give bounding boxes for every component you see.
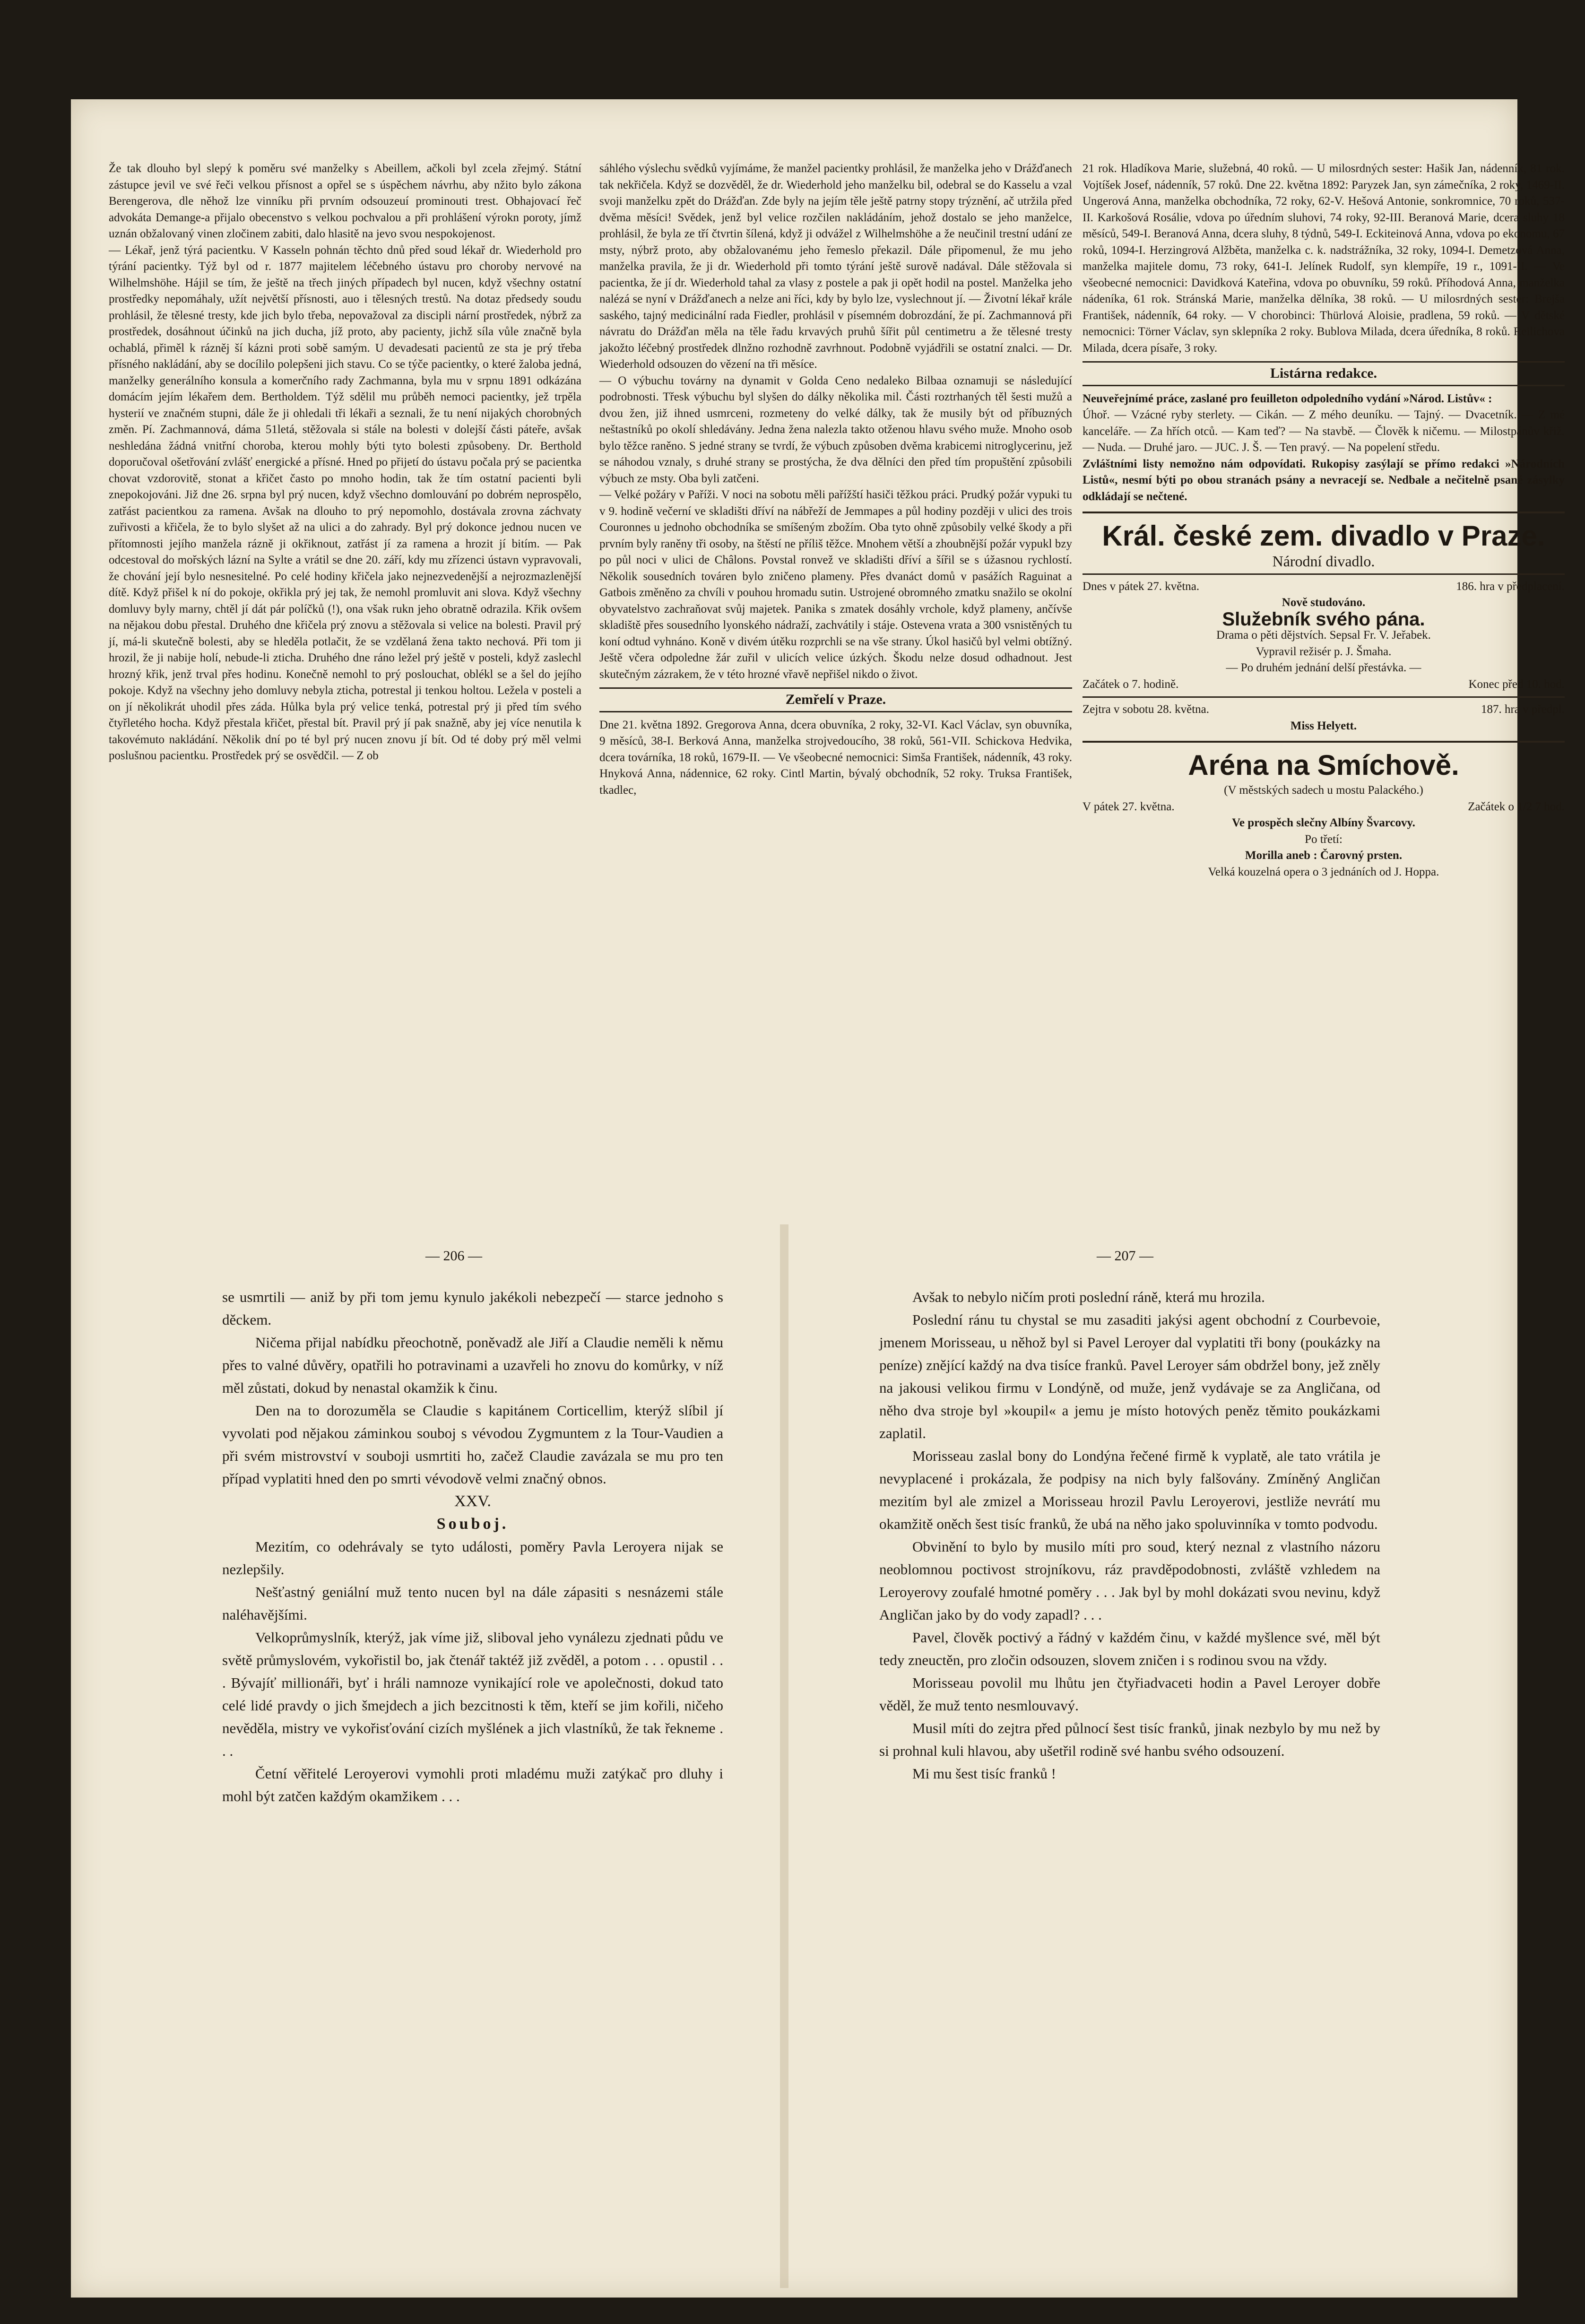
theatre-date: Dnes v pátek 27. května. (1083, 580, 1200, 593)
arena-date-row (1083, 799, 1565, 815)
arena-description: Velká kouzelná opera o 3 jednáních od J. Hoppa. (1208, 865, 1439, 878)
news-column-2 (599, 161, 1072, 798)
deaths-list-continued: 21 rok. Hladíkova Marie, služebná, 40 roků. — U milosrdných sester: Hašik Jan, nádenník, 81 rok. Vojtíšek Josef, nádenník, 57 roků. Dne 22. května 1892: Paryzek Jan, syn zámečníka, 2 roky, 1469-II. Ungerová Anna, manželka obchodníka, 72 roky, 62-V. Hešová Antonie, sonkromnice, 70 roků, 537-II. Karkošová Rosálie, vdova po úředním sluhovi, 74 roky, 92-III. Beranová Marie, dcera sluhy 18 měsíců, 549-I. Beranová Anna, dcera sluhy, 8 týdnů, 549-I. Eckiteinová Anna, vdova po ekonomu, 67 roků, 1094-I. Herzingrová Alžběta, manželka c. k. nadstrážníka, 32 roky, 1094-I. Demetzová Anna, manželka majitele domu, 73 roky, 641-I. Jelínek Rudolf, syn klempíře, 19 r., 1091-II. — Ve všeobecné nemocnici: Davidková Kateřina, vdova po obuvníku, 59 roků. Příhodová Anna, manželka nádeníka, 61 rok. Stránská Marie, manželka dělníka, 38 roků. — U milosrdných sester: Brejša František, nádenník, 64 roky. — V chorobinci: Thürlová Aloisie, pradlena, 59 roků. — V dětské nemocnici: Törner Václav, syn sklepníka 2 roky. Bublova Milada, dcera úředníka, 8 roků. Reilichova Milada, dcera písaře, 3 roky. (1083, 162, 1565, 355)
play-title: Služebník svého pána. (1222, 608, 1425, 630)
theatre-new: Nově studováno. (1282, 596, 1366, 609)
arena-first: Po třetí: (1305, 832, 1342, 846)
tomorrow-date: Zejtra v sobotu 28. května. (1083, 703, 1209, 716)
news-column-3 (1083, 161, 1565, 880)
tomorrow-row (1083, 702, 1565, 718)
theatre-heading: Král. české zem. divadlo v Praze. (1083, 512, 1565, 553)
listarna-note: Zvláštními listy nemožno nám odpovídati. Rukopisy zasýlají se přímo redakci »Národních Listů«, nesmí býti po obou stranách psány a nevracejí se. Nedbale a nečitelně psané zásylky odkládají se nečtené. (1083, 457, 1565, 503)
page-number-right: — 207 — (1097, 1248, 1153, 1264)
novel-paragraph: Obvinění to bylo by musilo míti pro soud, který neznal z vlastního názoru neoblomnou poctivost strojníkovu, ráz pravděpodobnosti, zvláště vzhledem na Leroyerovy zoufalé hmotné poměry . . . Jak byl by mohl dokázati svou nevinu, když Angličan jako by do vody zapadl? . . . (879, 1538, 1380, 1623)
novel-paragraph: Mezitím, co odehrávaly se tyto události, poměry Pavla Leroyera nijak se nezlepšily. (222, 1538, 723, 1578)
feuilleton-right (879, 1286, 1380, 1785)
novel-paragraph: Den na to dorozuměla se Claudie s kapitánem Corticellim, kterýž slíbil jí vyvolati pod nějakou záminkou souboj s vévodou Zygmuntem z la Tour-Vaudien a při svém mistrovství v souboji usmrtiti ho, začež Claudie zavázala se mu pro ten případ vyplatiti hned den po smrti vévodově velmi značný obnos. (222, 1402, 723, 1487)
novel-paragraph: Poslední ránu tu chystal se mu zasaditi jakýsi agent obchodní z Courbevoie, jmenem Morisseau, u něhož byl si Pavel Leroyer dal vyplatiti tři bony (poukázky na peníze) znějící každý na dva tisíce franků. Pavel Leroyer sám obdržel bony, jež zněly na jakousi velikou firmu v Londýně, od muže, jenž vydávaje se za Angličana, od něho dva stroje byl »koupil« a jemu je místo hotových peněz těmito poukázkami zaplatil. (879, 1311, 1380, 1441)
play-end: Konec před 10. hod. (1468, 677, 1565, 691)
novel-paragraph: Četní věřitelé Leroyerovi vymohli proti mladému muži zatýkač pro dluhy i mohl být zatčen každým okamžikem . . . (222, 1765, 723, 1804)
novel-paragraph: se usmrtili — aniž by při tom jemu kynulo jakékoli nebezpečí — starce jednoho s děckem. (222, 1289, 723, 1328)
novel-paragraph: Ničema přijal nabídku přeochotně, poněvadž ale Jiří a Claudie neměli k němu přes to valné důvěry, opatřili ho potravinami a uzavřeli ho znovu do komůrky, v níž měl zůstati, dokud by nenastal okamžik k činu. (222, 1334, 723, 1396)
novel-paragraph: Morisseau zaslal bony do Londýna řečené firmě k vyplatě, ale tato vrátila je nevyplacené i prokázala, že podpisy na nich byly falšovány. Zmíněný Angličan mezitím byl ale zmizel a Morisseau hrozil Pavlu Leroyerovi, jestliže nevrátí mu okamžitě oněch šest tisíc franků, že ubá na něho jako spoluvinníka v tomto podvodu. (879, 1448, 1380, 1532)
tomorrow-play: Miss Helyett. (1290, 719, 1357, 732)
deaths-list: Dne 21. května 1892. Gregorova Anna, dcera obuvníka, 2 roky, 32-VI. Kacl Václav, syn obuvníka, 9 měsíců, 38-I. Berková Anna, manželka strojvedoucího, 38 roků, 561-VII. Schickova Hedvika, dcera továrníka, 18 roků, 1679-II. — Ve všeobecné nemocnici: Simša František, nádenník, 43 roky. Hnyková Anna, nádennice, 62 roky. Cintl Martin, bývalý obchodník, 52 roky. Truksa František, tkadlec, (599, 718, 1072, 797)
feuilleton-left (222, 1286, 723, 1808)
news-paragraph: — O výbuchu továrny na dynamit v Golda Ceno nedaleko Bilbaa oznamuji se následující podrobnosti. Třesk výbuchu byl slyšen do dálky několika mil. Části roztrhaných těl šesti mužů a dvou žen, již ihned usmrceni, rozmeteny do velké dálky, tak že musily být od příbuzných neštastníků po okolí shledávány. Jedna žena nalezla takto otženou hlavu svého muže. Mnoho osob bylo těžce raněno. S jedné strany se tvrdí, že výbuch způsoben dvěma krabicemi nitroglycerinu, jež se náhodou vznaly, s druhé strany se prostýcha, že dva dělníci den před tím propuštění způsobili výbuch ze msty. Oba byli zatčeni. (599, 374, 1072, 485)
page-number-left: — 206 — (425, 1248, 482, 1264)
novel-paragraph: Musil míti do zejtra před půlnocí šest tisíc franků, jinak nezbylo by mu než by si prohnal kuli hlavou, aby ušetřil rodině své hanbu svého odsouzení. (879, 1720, 1380, 1759)
play-director: Vypravil režisér p. J. Šmaha. (1256, 645, 1392, 658)
novel-paragraph: Mi mu šest tisíc franků ! (912, 1765, 1056, 1782)
novel-paragraph: Avšak to nebylo ničím proti poslední ráně, která mu hrozila. (912, 1289, 1265, 1305)
listarna-items: Úhoř. — Vzácné ryby sterlety. — Cikán. — Z mého deuníku. — Tajný. — Dvacetník. — Z mé kanceláře. — Za hřích otců. — Kam teď? — Na stavbě. — Člověk k ničemu. — Milostpánův křiž. — Nuda. — Druhé jaro. — JUC. J. Š. — Ten pravý. — Na popelení středu. (1083, 408, 1565, 454)
play-start: Začátek o 7. hodině. (1083, 677, 1179, 691)
play-times (1083, 676, 1565, 693)
divider (1083, 696, 1565, 698)
novel-paragraph: Velkoprůmyslník, kterýž, jak víme již, sliboval jeho vynálezu zjednati půdu ve světě průmyslovém, vykořistil bo, jak čtenář taktéž již zvěděl, a potom . . . opustil . . . Bývajíť millionáři, byť i hráli namnoze vynikající role ve apolečnosti, dokud tato celé lidé pravdy o jich šmejdech a jich bezcitnosti k těm, kteří se jim kořili, ničeho nevěděla, mistry ve vykořisťování cizích myšlének a jich vlastníků, že tak řekneme . . . (222, 1629, 723, 1759)
news-paragraph: sáhlého výslechu svědků vyjímáme, že manžel pacientky prohlásil, že manželka jeho v Drážďanech tak nekřičela. Když se dozvěděl, že dr. Wiederhold jeho manželku bil, odebral se do Kasselu a vzal svoji manželku zpět do Drážďan. Zde byly na jejím těle ještě patrny stopy trýznění, ač utržila před dvěma měsíci! Svědek, jenž byl velice rozčilen nakládáním, jehož dostalo se jeho manželce, prohlásil, že byla ze tří čtvrtin šílená, když ji odvážel z Wilhelmshöhe a že neučinil trestní udání ze msty, nýbrž proto, aby obžalovanému jeho řemeslo překazil. Dále připomenul, že mu jeho manželka pravila, že ji dr. Wiederhold při tomto týrání ještě surově nadával. Dále stěžovala si pacientka, že jí dr. Wiederhold tahal za vlasy z postele a pak ji opět hodil na postel. Manželka jeho nalézá se nyní v Drážďanech a nelze ani říci, kdy by bylo lze, vyslechnout jí. — Životní lékař krále saského, tajný medicinální rada Fiedler, prohlásil v písemném dobrozdání, že pí. Zachmannová při návratu do Drážďan měla na těle řadu krvavých pruhů šířit půl centimetru a že tělesné tresty jakožto léčebný prostředek dlnžno rozhodně zavrhnout. Podobně vyjádřili se ostatní znalci. — Dr. Wiederhold odsouzen do vězení na tři měsíce. (599, 162, 1072, 371)
arena-start: Začátek o 1/2 7 hod. (1468, 800, 1565, 813)
arena-play: Morilla aneb : Čarovný prsten. (1245, 849, 1403, 862)
news-column-1 (109, 161, 581, 764)
play-description: Drama o pěti dějstvích. Sepsal Fr. V. Jeřabek. (1216, 629, 1431, 642)
deaths-heading: Zemřelí v Praze. (599, 687, 1072, 712)
listarna-notice: Neuveřejnímé práce, zaslané pro feuilleton odpoledního vydání »Národ. Listův« : (1083, 392, 1492, 405)
chapter-number: XXV. (454, 1492, 491, 1510)
chapter-title: Souboj. (436, 1515, 509, 1533)
listarna-heading: Listárna redakce. (1083, 361, 1565, 386)
play-pause: — Po druhém jednání delší přestávka. — (1226, 661, 1421, 674)
theatre-performance: 186. hra v předplacení. (1456, 580, 1565, 593)
arena-benefit: Ve prospěch slečny Albíny Švarcovy. (1232, 816, 1415, 829)
novel-paragraph: Morisseau povolil mu lhůtu jen čtyřiadvaceti hodin a Pavel Leroyer dobře věděl, že muž tento nesmlouvavý. (879, 1674, 1380, 1714)
divider (1083, 573, 1565, 575)
tomorrow-performance: 187. hra v předpl. (1481, 703, 1565, 716)
novel-paragraph: Pavel, člověk poctivý a řádný v každém činu, v každé myšlence své, měl být tedy zneuctěn, pro zločin odsouzen, slovem zničen i s rodinou svou na vždy. (879, 1629, 1380, 1668)
arena-date: V pátek 27. května. (1083, 800, 1175, 813)
theatre-subheading: Národní divadlo. (1272, 553, 1375, 570)
news-paragraph: Že tak dlouho byl slepý k poměru své manželky s Abeillem, ačkoli byl zcela zřejmý. Státní zástupce jevil ve své řeči velkou přísnost a opřel se s úspěchem návrhu, aby nžito bylo zákona Berengerova, dle něhož lze vinníku při prvním odsouzeuí prominouti trest. Obhajovací řeč advokáta Demange-a přijalo obecenstvo s velkou pochvalou a při prohlášení výrokn poroty, jímž uznán obžalovaný vinen zločinem zabiti, dalo hlasitě na jevo svou nespokojenost. (109, 162, 581, 240)
theatre-date-row (1083, 579, 1565, 595)
arena-heading: Aréna na Smíchově. (1083, 741, 1565, 782)
news-paragraph: — Lékař, jenž týrá pacientku. V Kasseln pohnán těchto dnů před soud lékař dr. Wiederhold pro týrání pacientky. Týž byl od r. 1877 majitelem léčebného ústavu pro choroby nervové na Wilhelmshöhe. Hájil se tím, že ještě na třech jiných případech byl nucen, když všechny ostatní prostředky nepomáhaly, užít největší přísnosti, auo i tělesných trestů. Na dotaz předsedy soudu prohlásil, že tělesné tresty, kde jich bylo třeba, nepovažoval za discipli nární prostředek, nýbrž za prostředek, dosáhnout účinků na jich ducha, jíž proto, aby pacienty, jichž síla vůle značně byla ochablá, přiměl k rázněj ší kázni proti sobě samým. U devadesati pacientů ze sta je prý třeba přísného nakládání, aby se docílilo polepšeni jich stavu. Co se týče pacientky, o které žaloba jedná, manželky generálního konsula a komerčního rady Zachmanna, byla mu v srpnu 1891 odkázána domácím jejím lékařem dem. Bertholdem. Týž sdělil mu průběh nemoci pacientky, jež trpěla hysterií ve značném stupni, dále že ji ohledali tři lékaři a seznali, že tu není nijakých chorobných změn. Pí. Zachmannová, dáma 51letá, stěžovala si stále na bolesti v dolejší části páteře, avšak neshledána žádná vnitřní choroba, kterou mohly býti tyto bolesti způsobeny. Dr. Berthold doporučoval ošetřování zvlášť energické a přísné. Hned po přijetí do ústavu počala prý se pacientka chovat vzdorovitě, stonat a křičet často po mnoho hodin, tak že tím ostatní pacienti byli znepokojováni. Již dne 26. srpna byl prý nucen, když všechno domlouvání po dobrém neprospělo, zatřást pacientkou za ramena. Avšak na dlouho to prý nepomohlo, dostávala zrovna záchvaty zuřivosti a křičela, že to bylo slyšet až na ulici a do zahrady. Byl prý dokonce jednou nucen ve přítomnosti jejího manžela rázně ji okřiknout, zatřást jí za ramena a hrozit jí bitím. — Pak odcestoval do mořských lázní na Sylte a vrátil se dne 20. září, kdy mu zřízenci ústavn vypravovali, že chování její bylo nesnesitelné. Po celé hodiny křičela jako nejnezvedenější a nejrozmazlenější dítě. Když přišel k ní do pokoje, okřikla prý jej tak, že nemohl promluvit ani slova. Když všechny domluvy byly marny, chtěl jí dát pár políčků (!), ona však rukn jeho obratně odrazila. Křik ovšem na nějakou dobu přestal. Druhého dne křičela prý znovu a stěžovala si velice na bolesti. Pravil prý jí, má-li skutečně bolesti, aby se hleděla potlačit, že se vzdělaná žena takto nechová. Při tom ji hrozil, že ji nabije holí, nebude-li zticha. Druhého dne ráno ležel prý ještě v posteli, když zaslechl hrozný křik, jenž trval přes hodinu. Konečně nemohl to prý poslouchat, oblékl se a šel do jejího pokoje. Když na všechny jeho domluvy nebyla zticha, potrestal ji tenkou holtou. Ležela v posteli a on jí několikrát uhodil přes záda. Hůlka byla prý velice tenká, potrestal prý ji před tím svého čtyřletého hocha. Když přestala křičet, přestal bít. Pravil prý jí pak snažně, aby jej více nenutila k takovémuto nakládání. Několik dní po té byl prý nucen znovu jí bít. Od té doby prý měl velmi poslušnou pacientku. Prostředek prý se osvědčil. — Z ob (109, 243, 581, 762)
news-paragraph: — Velké požáry v Paříži. V noci na sobotu měli pařížští hasiči těžkou práci. Prudký požár vypuki tu v 9. hodině večerní ve skladišti dříví na nábřeží de Jemmapes a půl hodiny později v ulici des trois Couronnes u jednoho obchodníka se smíšeným zbožím. Oba tyto ohně způsobily velké škody a při prvním byly raněny tři osoby, na štěstí ne příliš těžce. Mnohem větší a zhoubnější požár vypukl bzy po půl noci v ulici de Châlons. Povstal ronvež ve skladišti dříví a šířil se s úžasnou rychlostí. Několik sousedních továren bylo zničeno plameny. Přes dvanáct domů v pasážích Raguinat a Gatbois změněno za chvíli v pouhou hromadu sutin. Ustrojené obromného zmatku snažilo se okolní obyvatelstvo zachraňovat svůj majetek. Panika s zmatek dosáhly vrchole, když plameny, ančívše skladiště přes sousedního lyonského nádraží, zachvátily i stáje. Ostevena vrata a 300 vsnistěných tu koní odtud vyhnáno. Koně v divém útěku rozprchli se na vše strany. Úkol hasičů byl velmi obtížný. Ještě včera odpoledne žár zuřil v ulicích velice úzkých. Škodu nelze dosud odhadnout. Jest skutečným zázrakem, že v této hrozné vřavě nepřišel nikdo o život. (599, 488, 1072, 681)
arena-subheading: (V městských sadech u mostu Palackého.) (1224, 784, 1423, 797)
center-fold (780, 1224, 788, 2288)
novel-paragraph: Nešťastný geniální muž tento nucen byl na dále zápasiti s nesnázemi stále naléhavějšími. (222, 1584, 723, 1623)
